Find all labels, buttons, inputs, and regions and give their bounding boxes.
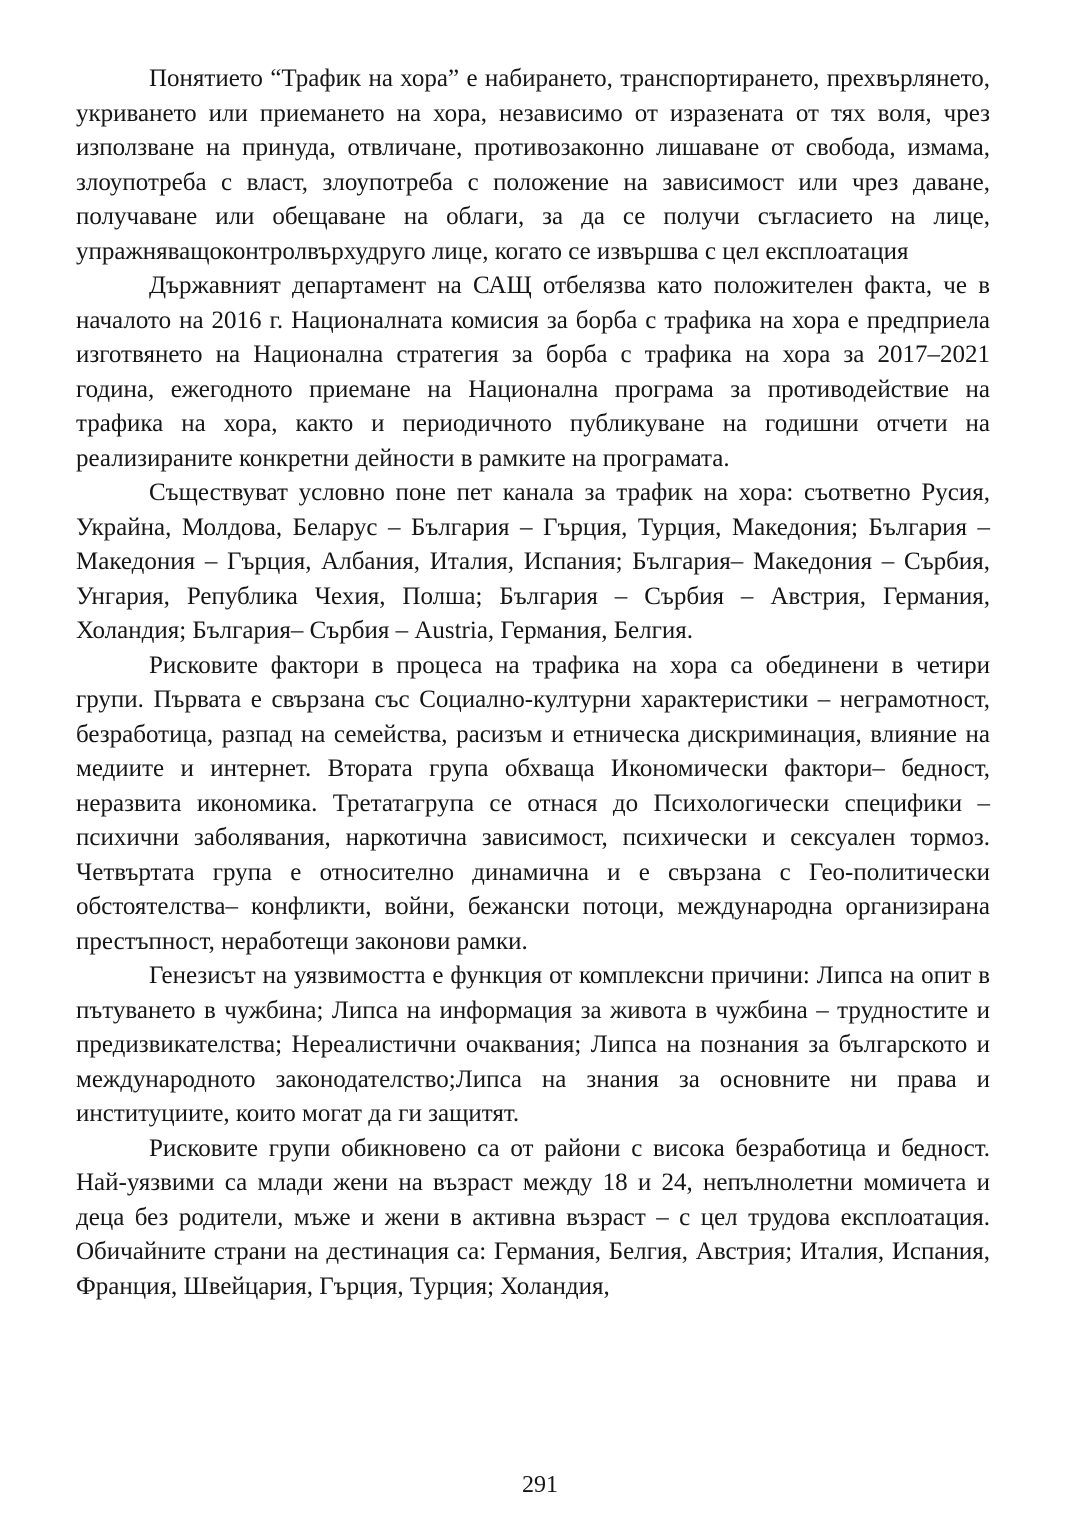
document-page (76, 62, 990, 1462)
paragraph-trafficking-channels: Съществуват условно поне пет канала за трафик на хора: съответно Русия, Украйна, Молдова, Беларус – България – Гърция, Турция, Македония; България – Македония – Гърция, Албания, Италия, Испания; България– Македония – Сърбия, Унгария, Република Чехия, Полша; България – Сърбия – Австрия, Германия, Холандия; България– Сърбия – Austria, Германия, Белгия. (76, 479, 990, 644)
paragraph-trafficking-definition: Понятието “Трафик на хора” е набирането, транспортирането, прехвърлянето, укриването или приемането на хора, независимо от изразената от тях воля, чрез използване на принуда, отвличане, противозаконно лишаване от свобода, измама, злоупотреба с власт, злоупотреба с положение на зависимост или чрез даване, получаване или обещаване на облаги, за да се получи съгласието на лице, упражняващоконтролвърхудруго лице, когато се извършва с цел експлоатация (76, 65, 990, 265)
paragraph-risk-factors: Рисковите фактори в процеса на трафика на хора са обединени в четири групи. Първата е свързана със Социално-културни характеристики – неграмотност, безработица, разпад на семейства, расизъм и етническа дискриминация, влияние на медиите и интернет. Втората група обхваща Икономически фактори– бедност, неразвита икономика. Третатагрупа се отнася до Психологически специфики – психични заболявания, наркотична зависимост, психически и сексуален тормоз. Четвъртата група е относително динамична и е свързана с Гео-политически обстоятелства– конфликти, войни, бежански потоци, международна организирана престъпност, неработещи законови рамки. (76, 651, 990, 955)
paragraph-us-state-department: Държавният департамент на САЩ отбелязва като положителен факта, че в началото на 2016 г. Националната комисия за борба с трафика на хора е предприела изготвянето на Национална стратегия за борба с трафика на хора за 2017–2021 година, ежегодното приемане на Национална програма за противодействие на трафика на хора, както и периодичното публикуване на годишни отчети на реализираните конкретни дейности в рамките на програмата. (76, 272, 990, 472)
paragraph-risk-groups: Рисковите групи обикновено са от райони с висока безработица и бедност. Най-уязвими са млади жени на възраст между 18 и 24, непълнолетни момичета и деца без родители, мъже и жени в активна възраст – с цел трудова експлоатация. Обичайните страни на дестинация са: Германия, Белгия, Австрия; Италия, Испания, Франция, Швейцария, Гърция, Турция; Холандия, (76, 1134, 990, 1300)
paragraph-vulnerability-genesis: Генезисът на уязвимостта е функция от комплексни причини: Липса на опит в пътуването в чужбина; Липса на информация за живота в чужбина – трудностите и предизвикателства; Нереалистични очаквания; Липса на познания за българското и международното законодателство;Липса на знания за основните ни права и институциите, които могат да ги защитят. (76, 962, 990, 1127)
page-number: 291 (522, 1472, 558, 1498)
